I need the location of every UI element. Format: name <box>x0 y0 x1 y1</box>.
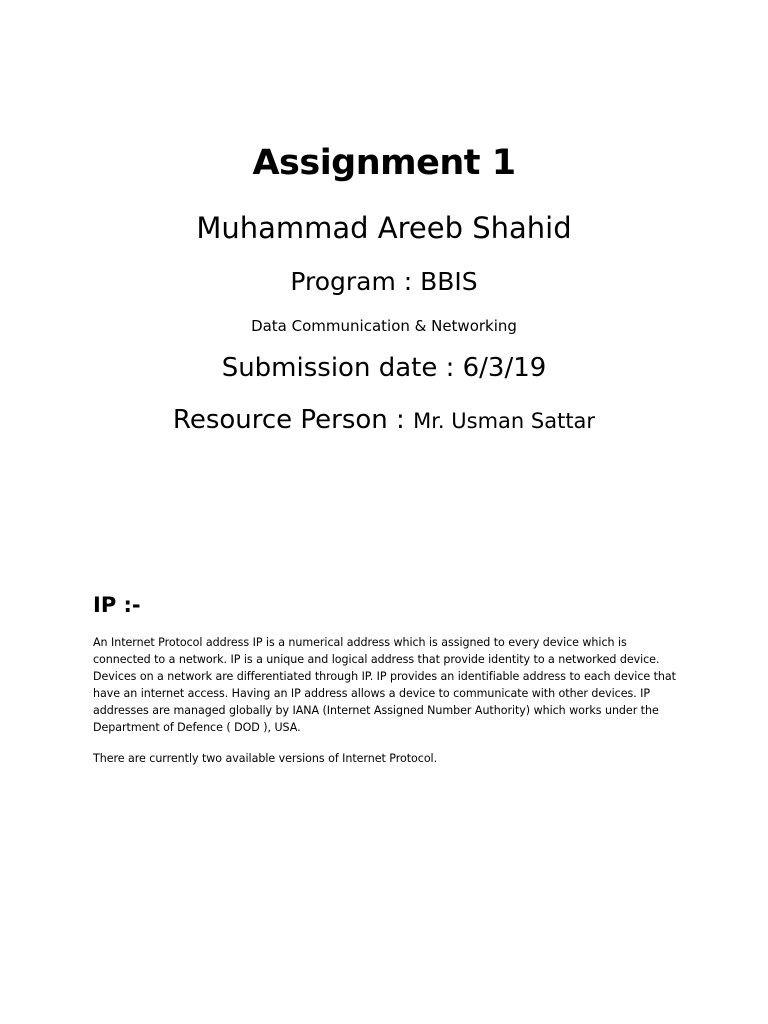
resource-person-line <box>0 405 768 435</box>
resource-person-name: Mr. Usman Sattar <box>413 409 596 433</box>
course-name: Data Communication & Networking <box>251 317 517 335</box>
ip-section-heading: IP :- <box>93 593 141 617</box>
assignment-title: Assignment 1 <box>252 143 516 183</box>
ip-paragraph-2: There are currently two available versions of Internet Protocol. <box>93 752 438 765</box>
program-line: Program : BBIS <box>290 267 478 296</box>
resource-person-label: Resource Person : <box>172 405 414 435</box>
submission-date: Submission date : 6/3/19 <box>221 353 547 383</box>
author-name: Muhammad Areeb Shahid <box>196 211 572 245</box>
ip-paragraph-1: An Internet Protocol address IP is a numerical address which is assigned to every device which is connected to a network. IP is a unique and logical address that provide identity to a networked device. Devices on a network are differentiated through IP. IP provides an identifiable address to each device that have an internet access. Having an IP address allows a device to communicate with other devices. IP addresses are managed globally by IANA (Internet Assigned Number Authority) which works under the Department of Defence ( DOD ), USA. <box>93 636 676 734</box>
